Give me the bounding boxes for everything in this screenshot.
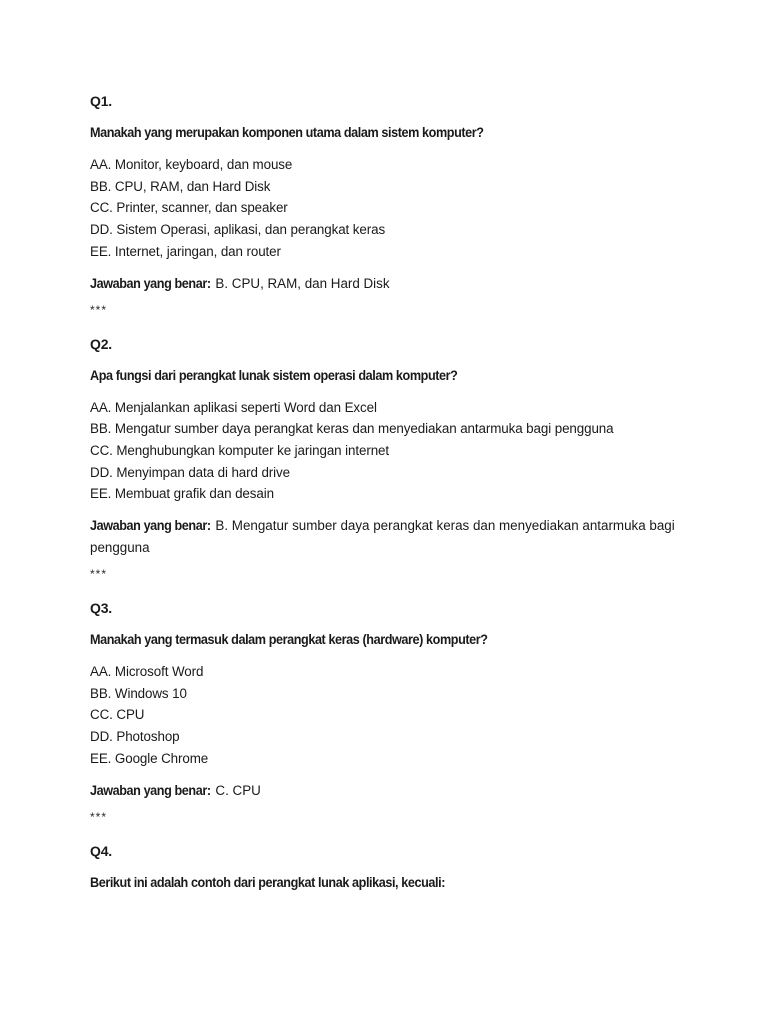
option-list — [90, 397, 710, 506]
option-item: DD. Menyimpan data di hard drive — [90, 464, 290, 480]
question-text: Manakah yang termasuk dalam perangkat keras (hardware) komputer? — [90, 632, 488, 648]
quiz-content — [90, 92, 710, 904]
answer-label: Jawaban yang benar: — [90, 782, 211, 798]
separator: *** — [90, 567, 108, 582]
option-item: CC. CPU — [90, 707, 145, 723]
answer-value: B. Mengatur sumber daya perangkat keras dan menyediakan antarmuka bagi pengguna — [90, 518, 675, 556]
option-item: EE. Google Chrome — [90, 750, 209, 766]
option-item: EE. Internet, jaringan, dan router — [90, 243, 281, 259]
answer-label: Jawaban yang benar: — [90, 275, 211, 291]
answer-label: Jawaban yang benar: — [90, 518, 211, 534]
question-text: Apa fungsi dari perangkat lunak sistem operasi dalam komputer? — [90, 367, 458, 383]
option-item: BB. Mengatur sumber daya perangkat keras dan menyediakan antarmuka bagi pengguna — [90, 421, 614, 437]
question-text: Manakah yang merupakan komponen utama dalam sistem komputer? — [90, 125, 484, 140]
answer-line — [90, 273, 710, 295]
option-item: AA. Microsoft Word — [90, 664, 204, 680]
answer-value: B. CPU, RAM, dan Hard Disk — [211, 275, 390, 291]
question-number: Q2. — [90, 335, 112, 352]
answer-line — [90, 780, 710, 802]
option-item: CC. Printer, scanner, dan speaker — [90, 200, 288, 216]
question-number: Q1. — [90, 93, 112, 109]
option-list — [90, 661, 710, 770]
question-number: Q3. — [90, 600, 112, 617]
question-text: Berikut ini adalah contoh dari perangkat lunak aplikasi, kecuali: — [90, 874, 445, 890]
option-item: AA. Monitor, keyboard, dan mouse — [90, 157, 293, 172]
option-item: DD. Photoshop — [90, 729, 180, 745]
option-item: AA. Menjalankan aplikasi seperti Word dan Excel — [90, 399, 377, 415]
question-number: Q4. — [90, 842, 112, 859]
option-list — [90, 154, 710, 263]
question-block-4 — [90, 842, 710, 892]
answer-value: C. CPU — [211, 782, 261, 798]
separator: *** — [90, 302, 108, 317]
question-block-3 — [90, 599, 710, 824]
option-item: BB. Windows 10 — [90, 685, 187, 701]
option-item: EE. Membuat grafik dan desain — [90, 486, 274, 502]
option-item: CC. Menghubungkan komputer ke jaringan internet — [90, 442, 390, 458]
question-block-2 — [90, 335, 710, 582]
option-item: BB. CPU, RAM, dan Hard Disk — [90, 178, 271, 194]
separator: *** — [90, 809, 108, 824]
question-block-1 — [90, 92, 710, 317]
answer-line — [90, 515, 710, 559]
option-item: DD. Sistem Operasi, aplikasi, dan perangkat keras — [90, 222, 386, 238]
